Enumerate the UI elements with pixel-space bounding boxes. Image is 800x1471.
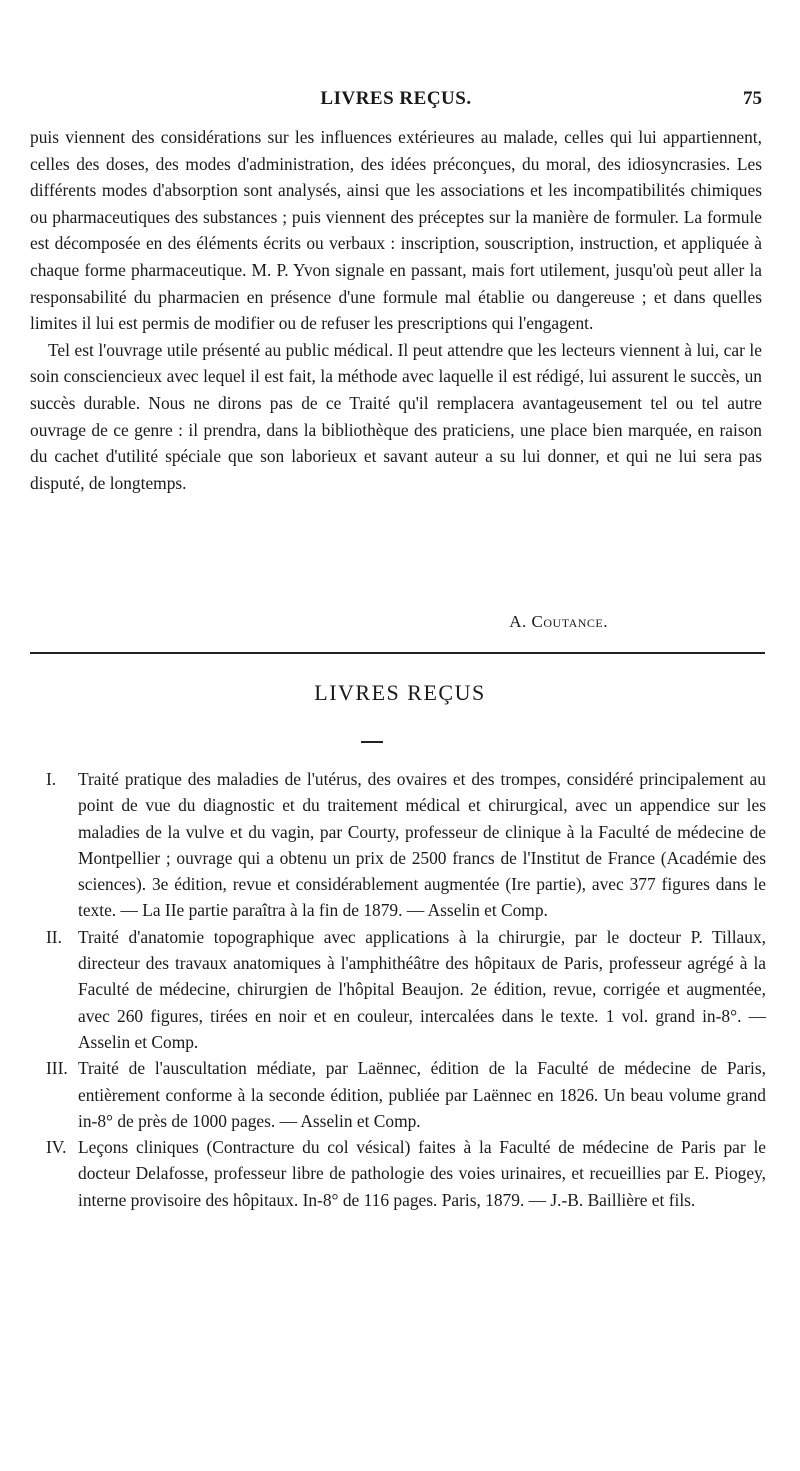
book-numeral: I. bbox=[46, 769, 57, 789]
book-entry bbox=[30, 924, 766, 1055]
book-numeral: II. bbox=[46, 926, 62, 947]
review-signature bbox=[30, 612, 608, 632]
book-description: Traité d'anatomie topographique avec applications à la chirurgie, par le docteur P. Tillaux, directeur des travaux anatomiques à l'amphithéâtre des hôpitaux de Paris, professeur agrégé à la Faculté de médecine, chirurgien de l'hôpital Beaujon. 2e édition, revue, corrigée et augmentée, avec 260 figures, tirées en noir et en couleur, intercalées dans le texte. 1 vol. grand in-8°. — Asselin et Comp. bbox=[78, 926, 766, 1052]
book-description: Leçons cliniques (Contracture du col vésical) faites à la Faculté de médecine de Paris par le docteur Delafosse, professeur libre de pathologie des voies urinaires, et recueillies par E. Piogey, interne provisoire des hôpitaux. In-8° de 116 pages. Paris, 1879. — J.-B. Baillière et fils. bbox=[78, 1137, 766, 1210]
signature-name: Coutance. bbox=[531, 612, 608, 631]
book-description: Traité pratique des maladies de l'utérus, des ovaires et des trompes, considéré principalement au point de vue du diagnostic et du traitement médical et chirurgical, avec un appendice sur les maladies de la vulve et du vagin, par Courty, professeur de clinique à la Faculté de médecine de Montpellier ; ouvrage qui a obtenu un prix de 2500 francs de l'Institut de France (Académie des sciences). 3e édition, revue et considérablement augmentée (Ire partie), avec 377 figures dans le texte. — La IIe partie paraîtra à la fin de 1879. — Asselin et Comp. bbox=[78, 769, 766, 921]
review-paragraph: puis viennent des considérations sur les influences extérieures au malade, celles qui lui appartiennent, celles des doses, des modes d'administration, des idées préconçues, du moral, des idiosyncrasies. Les différents modes d'absorption sont analysés, ainsi que les associations et les incompatibilités chimiques ou pharmaceutiques des substances ; puis viennent des préceptes sur la manière de formuler. La formule est décomposée en des éléments écrits ou verbaux : inscription, souscription, instruction, et appliquée à chaque forme pharmaceutique. M. P. Yvon signale en passant, mais fort utilement, jusqu'où peut aller la responsabilité du pharmacien en présence d'une formule mal établie ou dangereuse ; et dans quelles limites il lui est permis de modifier ou de refuser les prescriptions qui l'engagent. bbox=[30, 127, 762, 334]
book-description: Traité de l'auscultation médiate, par Laënnec, édition de la Faculté de médecine de Paris, entièrement conforme à la seconde édition, publiée par Laënnec en 1826. Un beau volume grand in-8° de près de 1000 pages. — Asselin et Comp. bbox=[78, 1058, 766, 1131]
book-entry bbox=[30, 1055, 766, 1134]
running-header bbox=[30, 88, 762, 118]
review-text bbox=[30, 124, 762, 496]
book-numeral: IV. bbox=[46, 1137, 67, 1158]
section-divider bbox=[30, 652, 765, 654]
section-title: LIVRES REÇUS bbox=[314, 680, 486, 705]
books-received-list bbox=[30, 766, 766, 1213]
running-title: LIVRES REÇUS. bbox=[320, 88, 472, 109]
page-number: 75 bbox=[743, 88, 762, 109]
signature-initial: A. bbox=[509, 612, 527, 631]
book-entry bbox=[30, 766, 766, 924]
title-separator bbox=[361, 741, 383, 743]
book-numeral: III. bbox=[46, 1058, 68, 1079]
book-entry bbox=[30, 1134, 766, 1213]
review-paragraph: Tel est l'ouvrage utile présenté au public médical. Il peut attendre que les lecteurs viennent à lui, car le soin consciencieux avec lequel il est fait, la méthode avec laquelle il est rédigé, lui assurent le succès, un succès durable. Nous ne dirons pas de ce Traité qu'il remplacera avantageusement tel ou tel autre ouvrage de ce genre : il prendra, dans la bibliothèque des praticiens, une place bien marquée, en raison du cachet d'utilité spéciale que son laborieux et savant auteur a su lui donner, et qui ne lui sera pas disputé, de longtemps. bbox=[30, 339, 762, 493]
